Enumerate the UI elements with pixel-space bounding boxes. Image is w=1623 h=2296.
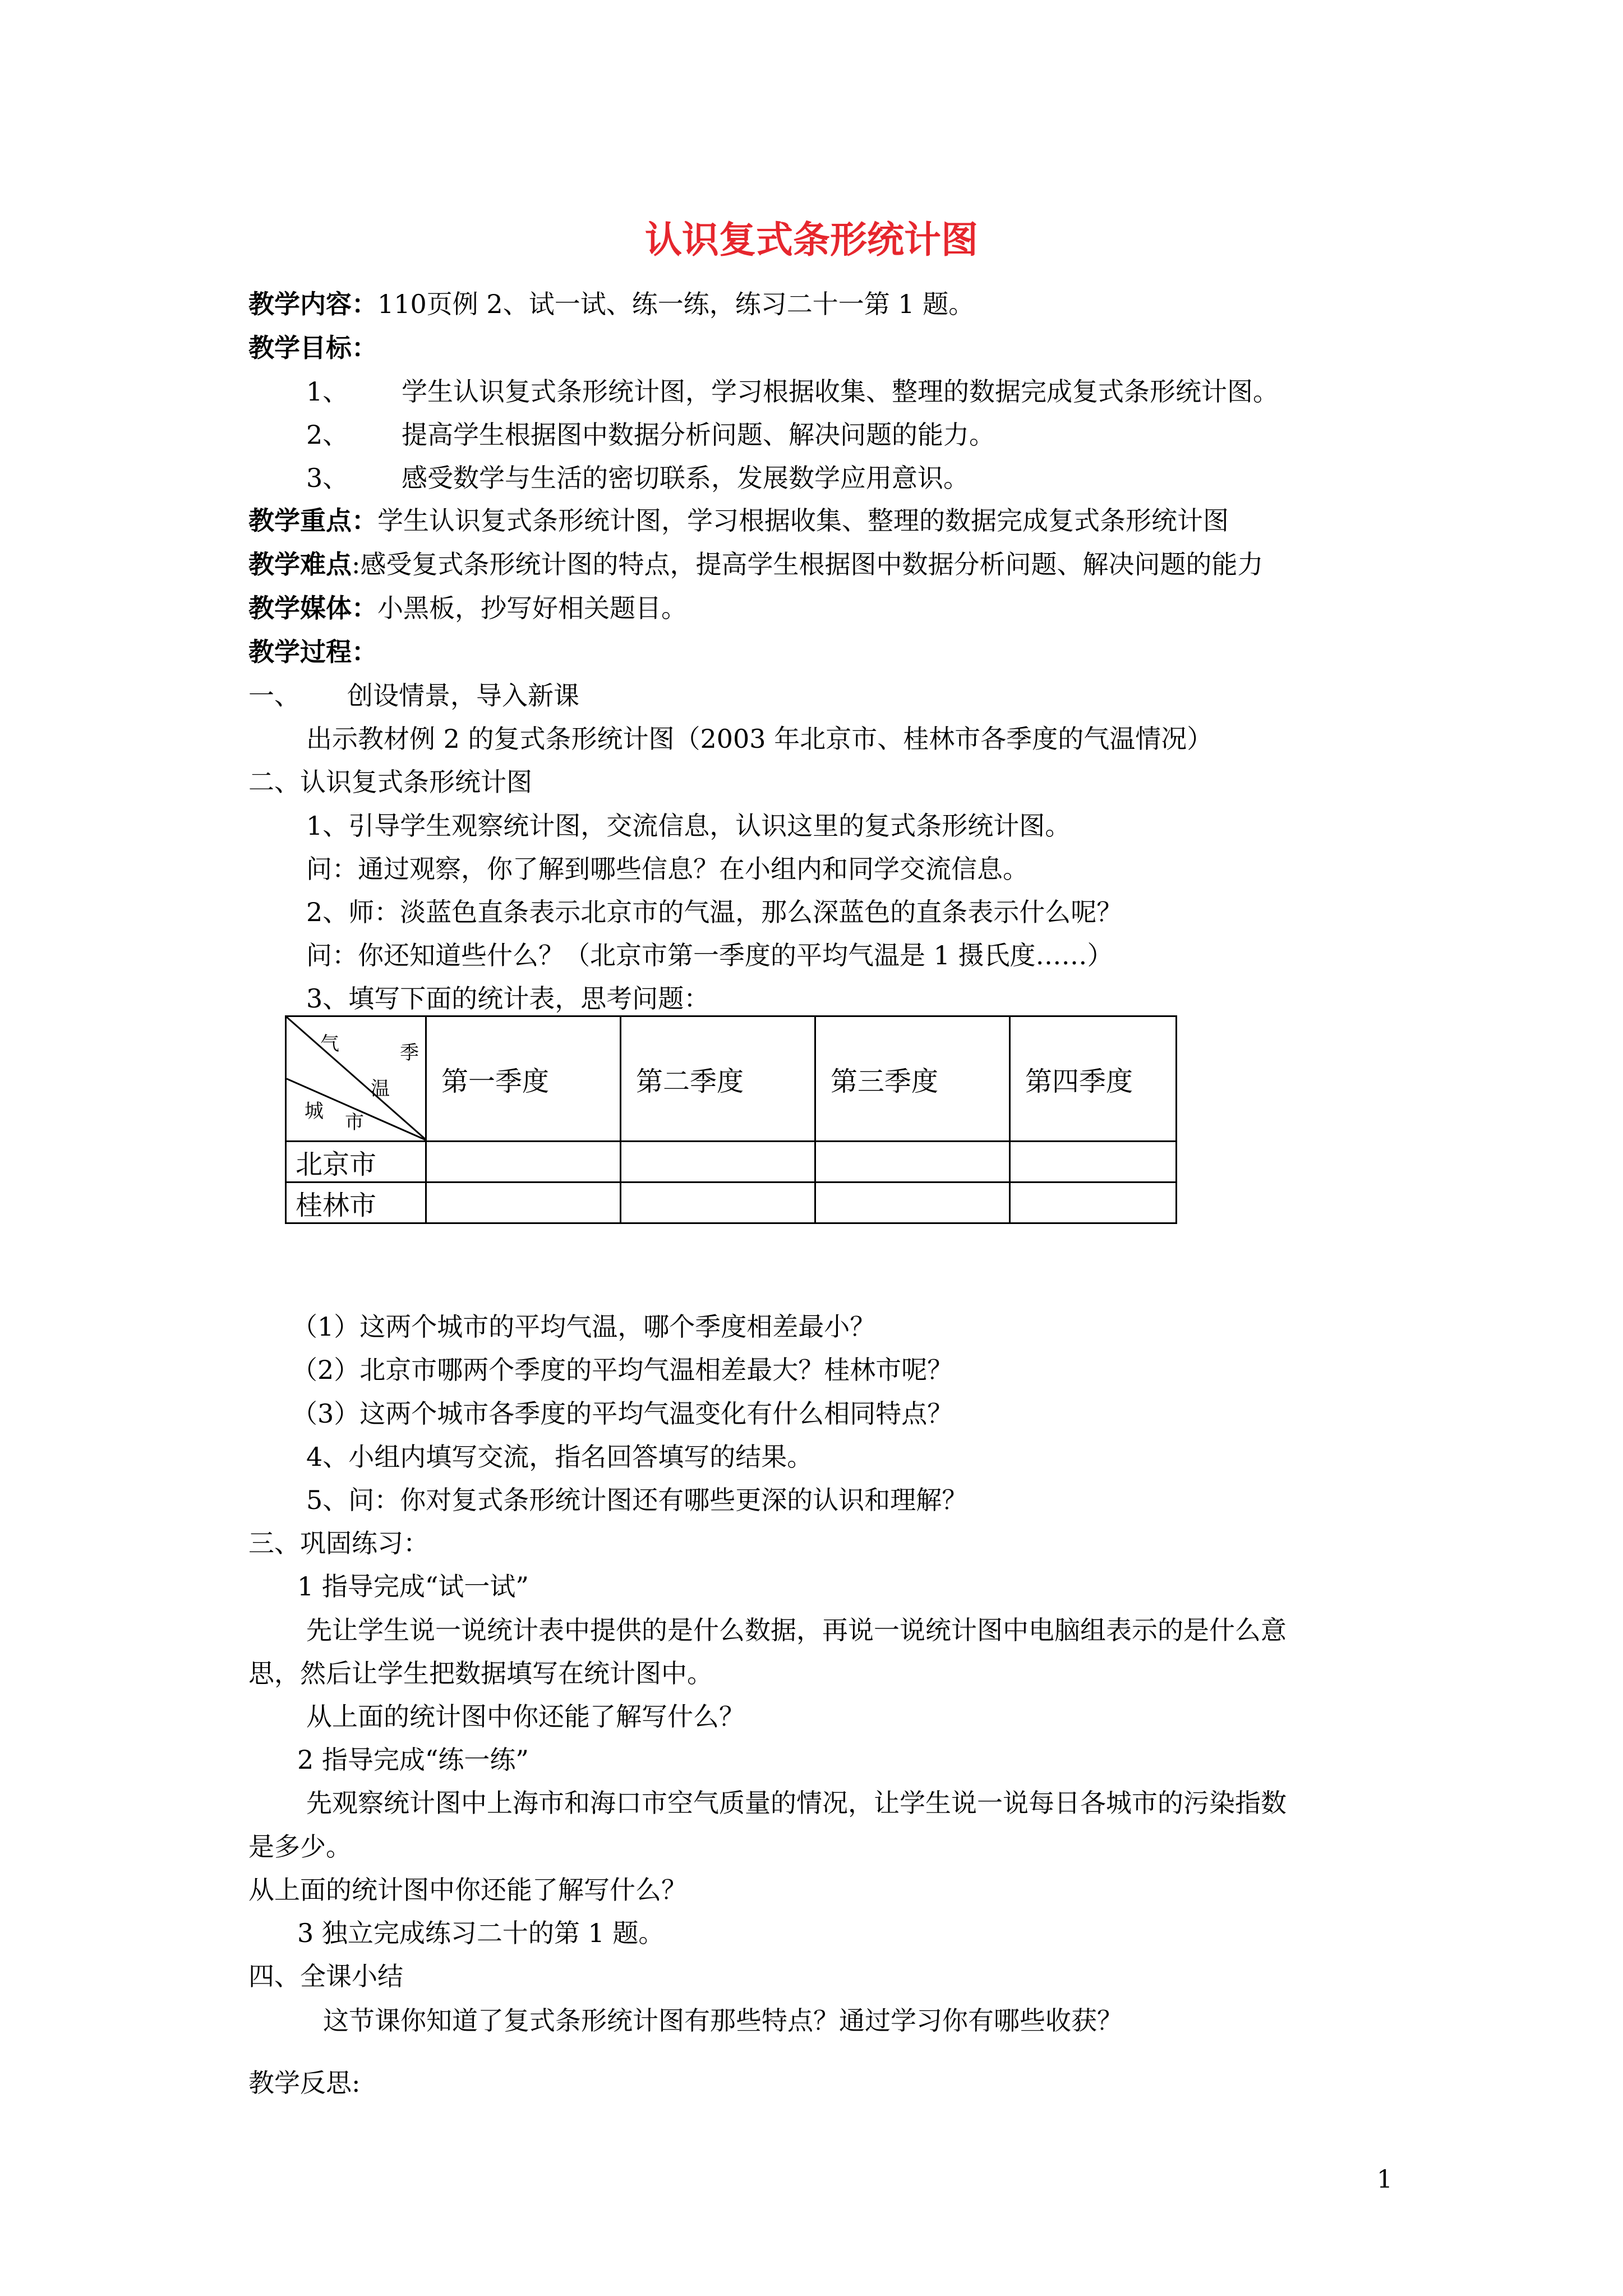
section-2-line: 2、师：淡蓝色直条表示北京市的气温，那么深蓝色的直条表示什么呢？ (306, 897, 1123, 927)
column-header-q1: 第一季度 (426, 1016, 621, 1142)
diag-label-city: 城 (305, 1100, 324, 1122)
column-header-q3: 第三季度 (815, 1016, 1010, 1142)
media-label: 教学媒体： (248, 593, 377, 623)
section-1-num: 一、 (248, 680, 300, 711)
goal-item (306, 418, 995, 452)
content-line (248, 287, 974, 321)
difficulty-text: :感受复式条形统计图的特点，提高学生根据图中数据分析问题、解决问题的能力 (352, 549, 1264, 579)
key-point-text: 学生认识复式条形统计图，学习根据收集、整理的数据完成复式条形统计图 (377, 505, 1229, 536)
table-cell (621, 1182, 815, 1223)
table-cell (1010, 1182, 1177, 1223)
goal-item (306, 461, 969, 495)
section-3-title: 三、巩固练习： (248, 1528, 429, 1558)
table-header-row (286, 1016, 1177, 1142)
section-4-title: 四、全课小结 (248, 1961, 403, 1991)
process-label: 教学过程： (248, 637, 377, 667)
table-cell (815, 1142, 1010, 1182)
question-line: （1）这两个城市的平均气温，哪个季度相差最小？ (292, 1312, 876, 1342)
media-text: 小黑板，抄写好相关题目。 (377, 593, 687, 623)
table-cell (621, 1142, 815, 1182)
key-point-line (248, 504, 1229, 537)
column-header-q4: 第四季度 (1010, 1016, 1177, 1142)
section-4-line: 这节课你知道了复式条形统计图有那些特点？通过学习你有哪些收获？ (323, 2005, 1123, 2036)
question-line: （3）这两个城市各季度的平均气温变化有什么相同特点？ (292, 1398, 953, 1429)
difficulty-label: 教学难点 (248, 549, 352, 579)
section-3-line: 先观察统计图中上海市和海口市空气质量的情况，让学生说一说每日各城市的污染指数 (306, 1788, 1287, 1818)
column-header-q2: 第二季度 (621, 1016, 815, 1142)
section-3-line: 先让学生说一说统计表中提供的是什么数据，再说一说统计图中电脑组表示的是什么意 (306, 1615, 1287, 1645)
table-cell (426, 1182, 621, 1223)
section-2-line: 3、填写下面的统计表，思考问题： (306, 983, 710, 1014)
section-1-heading (248, 679, 579, 712)
difficulty-line (248, 547, 1264, 581)
key-point-label: 教学重点： (248, 505, 377, 536)
section-2-line: 4、小组内填写交流，指名回答填写的结果。 (306, 1442, 813, 1472)
section-2-line: 1、引导学生观察统计图，交流信息，认识这里的复式条形统计图。 (306, 811, 1071, 841)
diag-label-shi: 市 (345, 1111, 364, 1134)
page-title: 认识复式条形统计图 (645, 218, 978, 261)
goals-label: 教学目标： (248, 333, 377, 363)
goal-num: 1、 (306, 376, 349, 407)
question-line: （2）北京市哪两个季度的平均气温相差最大？桂林市呢？ (292, 1355, 953, 1385)
diagonal-header-cell (286, 1016, 426, 1142)
content-label: 教学内容： (248, 289, 377, 319)
temperature-table (285, 1015, 1177, 1224)
diag-label-temp: 温 (371, 1078, 390, 1100)
section-3-line: 从上面的统计图中你还能了解写什么？ (248, 1875, 687, 1905)
section-2-line: 问：通过观察，你了解到哪些信息？在小组内和同学交流信息。 (306, 854, 1029, 884)
goal-num: 3、 (306, 463, 349, 493)
page-number: 1 (1377, 2165, 1393, 2194)
content-text: 110页例 2、试一试、练一练，练习二十一第 1 题。 (377, 289, 975, 319)
reflection-label: 教学反思: (248, 2068, 361, 2098)
section-2-line: 5、问：你对复式条形统计图还有哪些更深的认识和理解？ (306, 1485, 968, 1515)
table-cell (426, 1142, 621, 1182)
table-row (286, 1182, 1177, 1223)
goal-text: 学生认识复式条形统计图，学习根据收集、整理的数据完成复式条形统计图。 (402, 376, 1279, 407)
media-line (248, 591, 687, 625)
goal-num: 2、 (306, 420, 349, 450)
row-city: 桂林市 (286, 1182, 426, 1223)
section-3-line: 从上面的统计图中你还能了解写什么？ (306, 1701, 745, 1732)
goal-text: 感受数学与生活的密切联系，发展数学应用意识。 (402, 463, 969, 493)
table-row (286, 1142, 1177, 1182)
goal-item (306, 375, 1279, 408)
section-1-line: 出示教材例 2 的复式条形统计图（2003 年北京市、桂林市各季度的气温情况） (306, 724, 1213, 754)
section-3-line: 是多少。 (248, 1832, 352, 1862)
goal-text: 提高学生根据图中数据分析问题、解决问题的能力。 (402, 420, 995, 450)
section-1-title: 创设情景，导入新课 (347, 680, 579, 711)
section-2-line: 问：你还知道些什么？（北京市第一季度的平均气温是 1 摄氏度……） (306, 940, 1113, 970)
table-cell (815, 1182, 1010, 1223)
section-3-line: 思，然后让学生把数据填写在统计图中。 (248, 1658, 713, 1688)
section-3-line: 1 指导完成“试一试” (297, 1571, 529, 1602)
row-city: 北京市 (286, 1142, 426, 1182)
diag-label-season: 季 (400, 1042, 419, 1064)
section-3-line: 3 独立完成练习二十的第 1 题。 (297, 1918, 665, 1948)
diag-label-qi: 气 (320, 1033, 339, 1055)
section-2-title: 二、认识复式条形统计图 (248, 767, 532, 797)
section-3-line: 2 指导完成“练一练” (297, 1745, 529, 1775)
table-cell (1010, 1142, 1177, 1182)
